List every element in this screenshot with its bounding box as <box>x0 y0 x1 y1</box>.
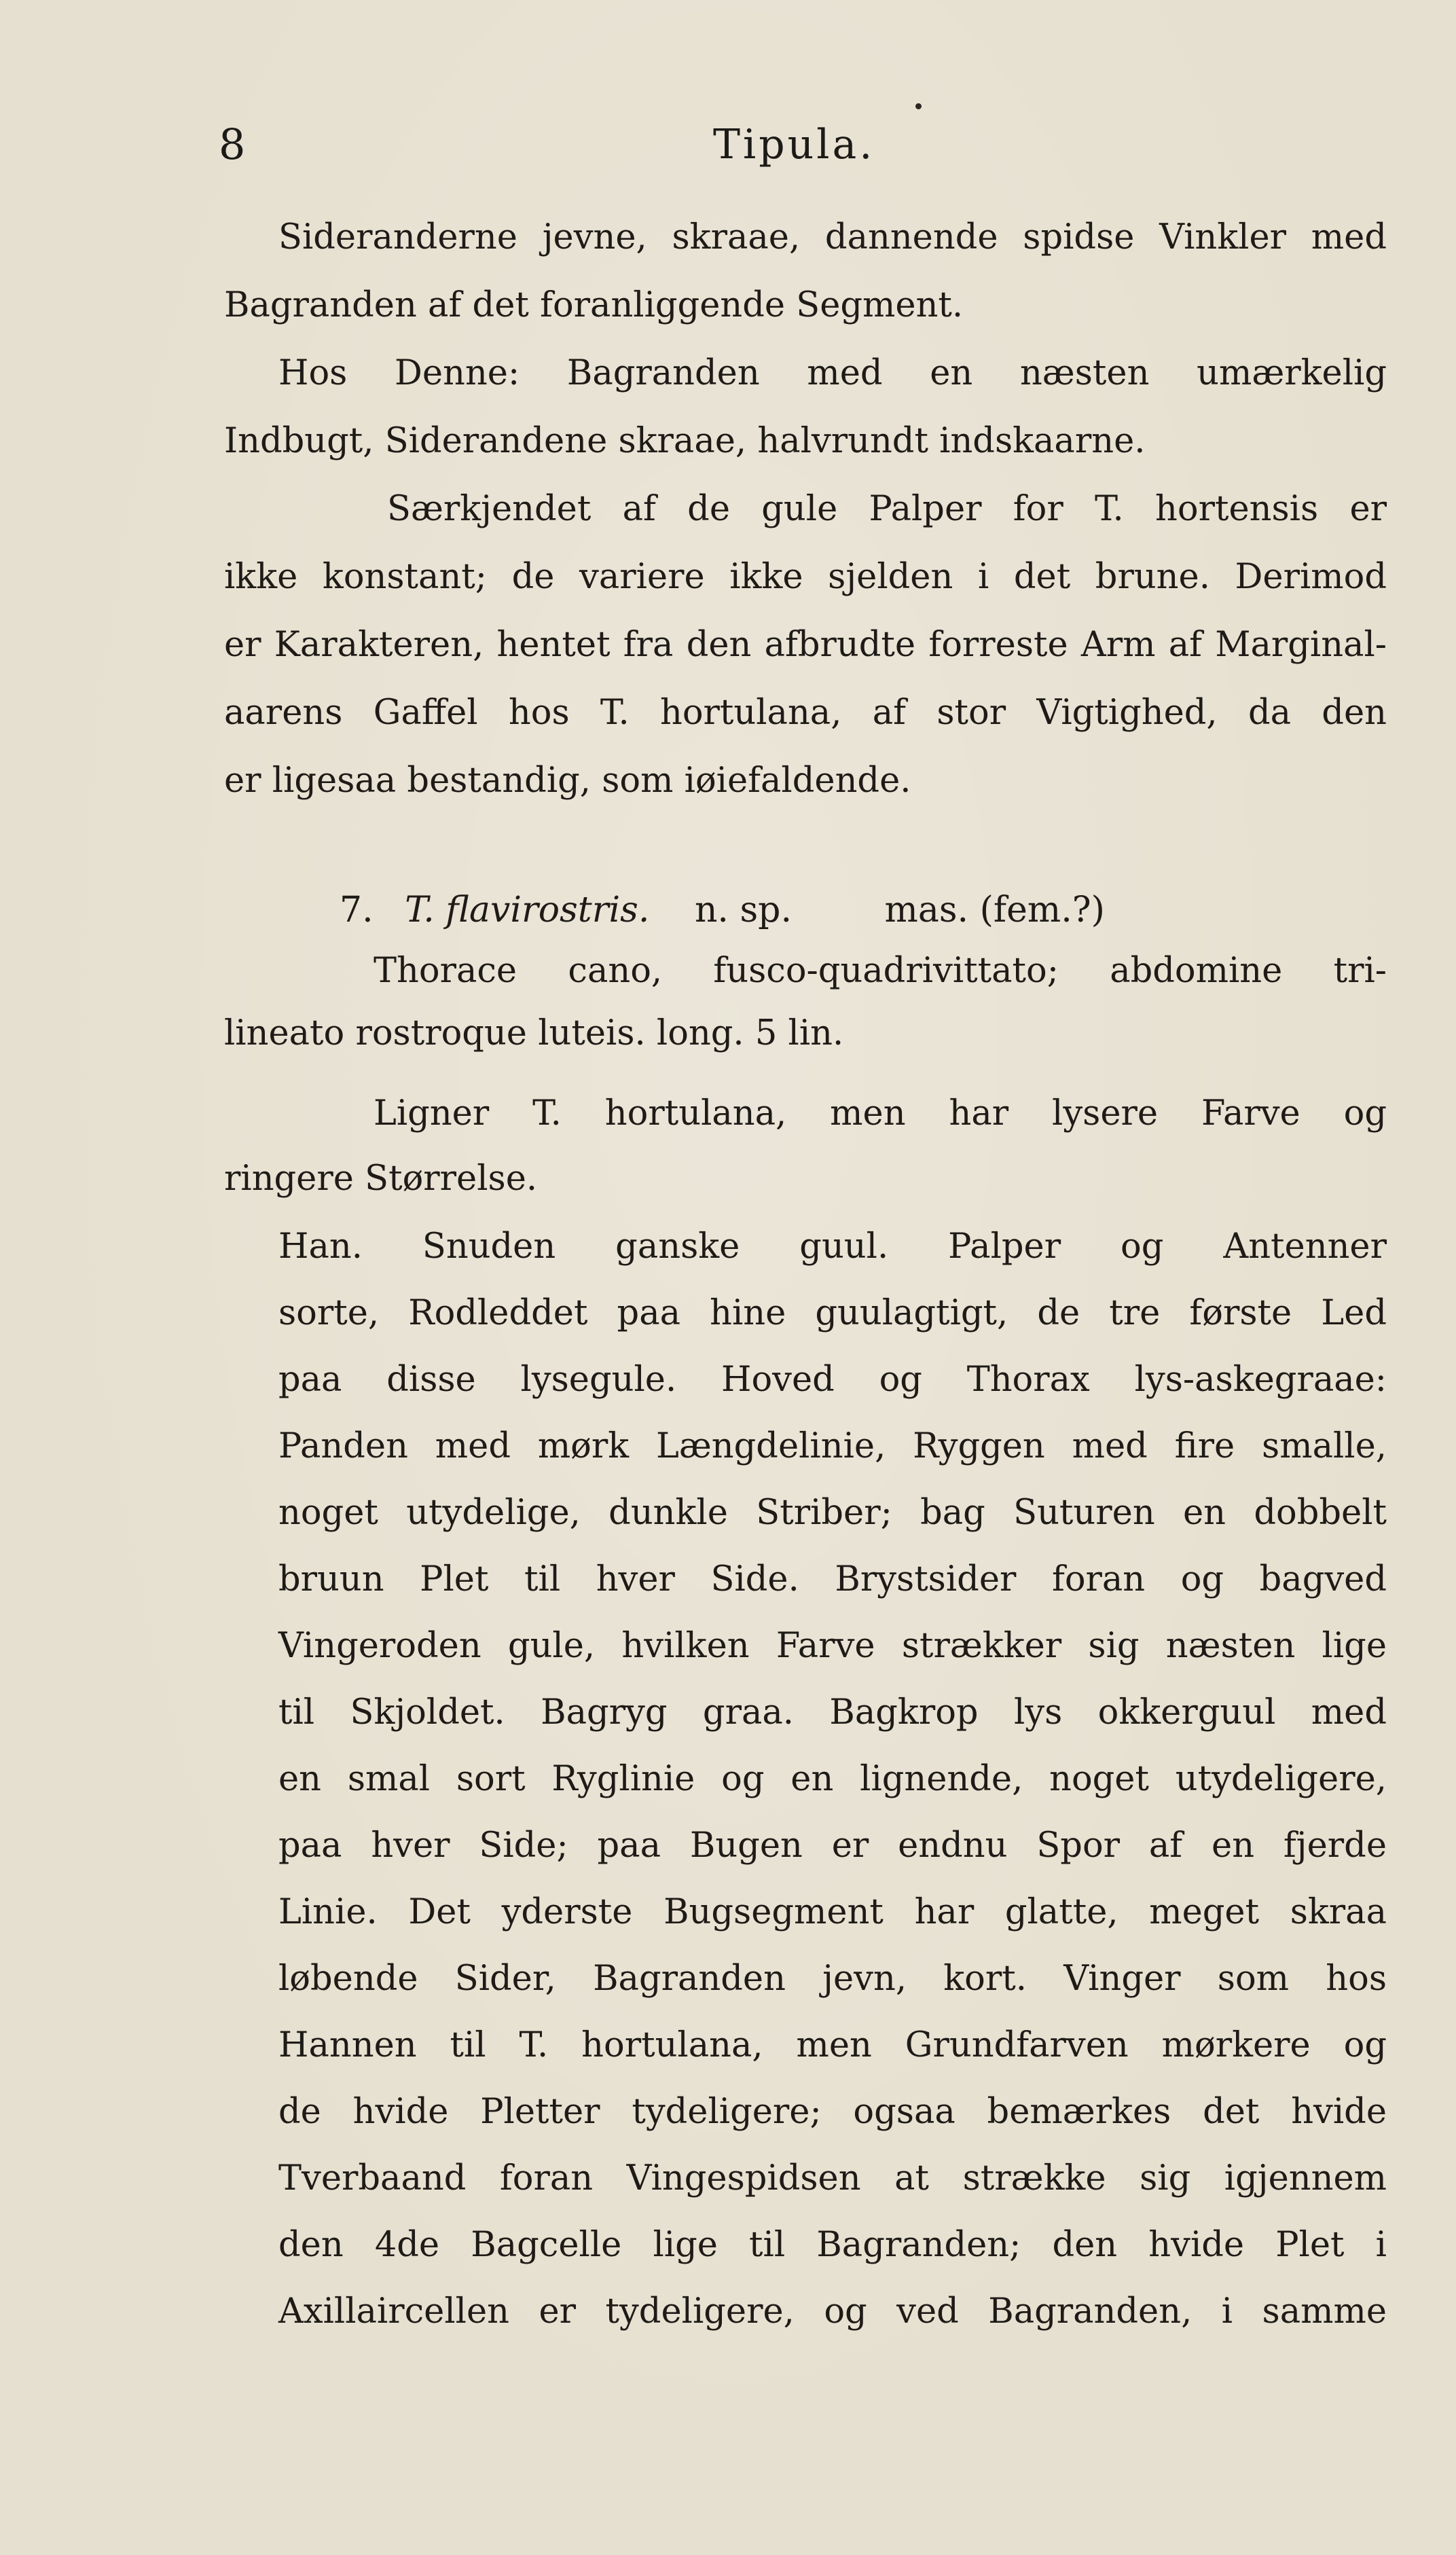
text-line: Hos Denne: Bagranden med en næsten umærkelig <box>278 353 1387 393</box>
text-line: sorte, Rodleddet paa hine guulagtigt, de tre første Led <box>278 1293 1387 1333</box>
text-line: aarens Gaffel hos T. hortulana, af stor Vigtighed, da den <box>224 693 1387 733</box>
page-number: 8 <box>219 120 246 169</box>
species-status: n. sp. <box>694 890 792 930</box>
print-speck <box>915 103 922 109</box>
text-line: er ligesaa bestandig, som iøiefaldende. <box>224 761 911 801</box>
text-line: Vingeroden gule, hvilken Farve strækker sig næsten lige <box>278 1626 1387 1666</box>
text-line: Bagranden af det foranliggende Segment. <box>224 285 964 325</box>
text-line: Hannen til T. hortulana, men Grundfarven mørkere og <box>278 2025 1387 2065</box>
text-line: en smal sort Ryglinie og en lignende, noget utydeligere, <box>278 1759 1387 1799</box>
text-line: Axillaircellen er tydeligere, og ved Bagranden, i samme <box>278 2291 1387 2332</box>
text-line: Han. Snuden ganske guul. Palper og Antenner <box>278 1227 1387 1267</box>
species-name: T. flavirostris. <box>405 890 650 930</box>
page-header <box>0 114 1456 175</box>
diagnosis-line: Thorace cano, fusco-quadrivittato; abdomine tri- <box>374 951 1387 991</box>
text-line: ringere Størrelse. <box>224 1159 538 1199</box>
running-title: Tipula. <box>713 121 875 168</box>
text-line: Ligner T. hortulana, men har lysere Farve og <box>374 1093 1387 1134</box>
text-line: Sideranderne jevne, skraae, dannende spidse Vinkler med <box>278 217 1387 257</box>
text-line: paa hver Side; paa Bugen er endnu Spor af en fjerde <box>278 1826 1387 1866</box>
text-line: Indbugt, Siderandene skraae, halvrundt indskaarne. <box>224 421 1146 461</box>
text-line: er Karakteren, hentet fra den afbrudte forreste Arm af Marginal- <box>224 625 1387 665</box>
text-line: til Skjoldet. Bagryg graa. Bagkrop lys okkerguul med <box>278 1692 1387 1733</box>
species-number: 7. <box>340 890 374 930</box>
text-line: Panden med mørk Længdelinie, Ryggen med fire smalle, <box>278 1426 1387 1466</box>
species-sex: mas. (fem.?) <box>884 890 1105 930</box>
text-line: noget utydelige, dunkle Striber; bag Suturen en dobbelt <box>278 1493 1387 1533</box>
text-line: ikke konstant; de variere ikke sjelden i det brune. Derimod <box>224 557 1387 597</box>
text-line: Tverbaand foran Vingespidsen at strække sig igjennem <box>278 2158 1387 2198</box>
diagnosis-line: lineato rostroque luteis. long. 5 lin. <box>224 1013 844 1053</box>
text-line: den 4de Bagcelle lige til Bagranden; den hvide Plet i <box>278 2225 1387 2265</box>
text-line: paa disse lysegule. Hoved og Thorax lys-askegraae: <box>278 1360 1387 1400</box>
text-line: Særkjendet af de gule Palper for T. hortensis er <box>387 489 1387 529</box>
text-line: de hvide Pletter tydeligere; ogsaa bemærkes det hvide <box>278 2092 1387 2132</box>
text-line: Linie. Det yderste Bugsegment har glatte, meget skraa <box>278 1892 1387 1932</box>
text-line: løbende Sider, Bagranden jevn, kort. Vinger som hos <box>278 1959 1387 1999</box>
text-line: bruun Plet til hver Side. Brystsider foran og bagved <box>278 1559 1387 1599</box>
